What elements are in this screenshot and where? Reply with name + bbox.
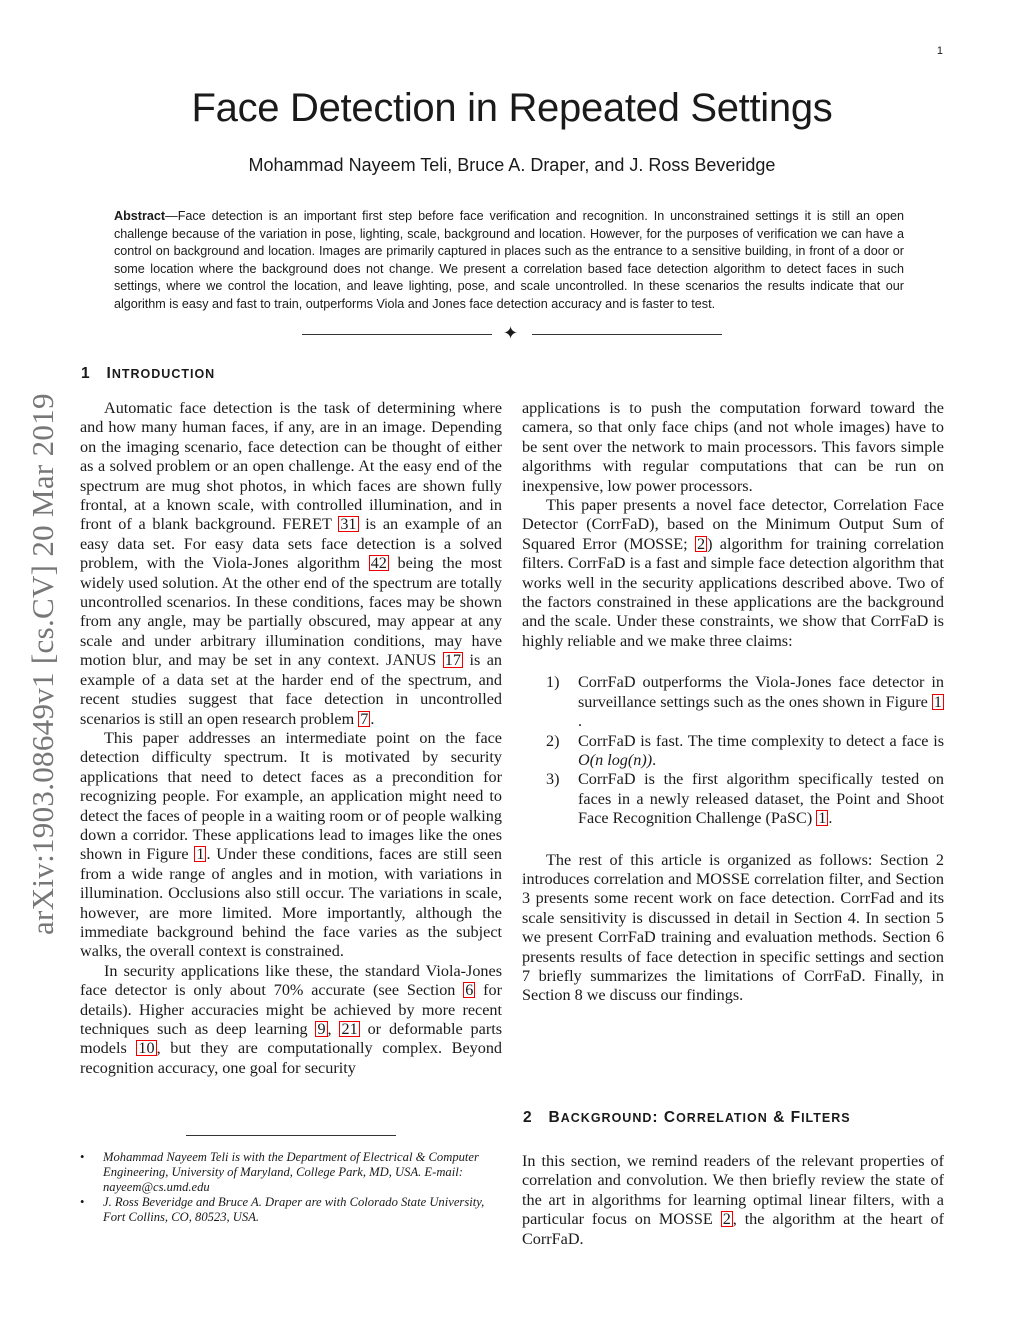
section-title-initial: : C bbox=[652, 1109, 677, 1126]
text-run: being the most widely used solution. At the other end of the spectrum are totally uncontrolled scenarios. In these conditions, faces may be shown from any angle, may be partially obscured, may appear at any scale and under arbitrary illumination conditions, may have motion blur, and may be set in any context. JANUS bbox=[80, 554, 502, 670]
text-run: is an example of a data set at the harder end of the spectrum, and recent studies suggest that face detection in uncontrolled scenarios is still an open research problem bbox=[80, 651, 503, 728]
citation-link[interactable]: 2 bbox=[697, 534, 706, 553]
citation-link[interactable]: 31 bbox=[340, 515, 357, 534]
paper-title: Face Detection in Repeated Settings bbox=[191, 86, 833, 130]
right-column-paragraphs bbox=[522, 399, 944, 651]
outline-paragraph bbox=[522, 851, 944, 1006]
text-run: , bbox=[327, 1020, 340, 1038]
separator-line-right bbox=[532, 334, 722, 335]
left-column-body bbox=[80, 399, 502, 1078]
right-column-body bbox=[522, 399, 944, 1006]
author-list: Mohammad Nayeem Teli, Bruce A. Draper, and J. Ross Beveridge bbox=[248, 155, 776, 175]
abstract-label: Abstract bbox=[114, 209, 166, 223]
section-number: 2 bbox=[523, 1109, 533, 1126]
citation-link[interactable]: 17 bbox=[444, 651, 461, 670]
text-run: . Under these conditions, faces are still seen from a wide range of angles and in motion, with variations in illumination. Occlusions also still occur. The variations in scale, however, are more limited. More importantly, although the immediate background behind the face varies as the subject walks, the overall context is constrained. bbox=[80, 845, 503, 961]
section-title-rest: ORRELATION bbox=[676, 1111, 768, 1125]
text-run: In this section, we remind readers of the relevant properties of correlation and convolution. We then briefly review the state of the art in algorithms for learning optimal linear filters, with a particular focus on MOSSE bbox=[522, 1152, 944, 1229]
footnote-text: Mohammad Nayeem Teli is with the Department of Electrical & Computer Engineering, University of Maryland, College Park, MD, USA. E-mail: nayeem@cs.umd.edu bbox=[103, 1150, 479, 1194]
claim-number: 2) bbox=[546, 731, 560, 750]
text-run: In security applications like these, the standard Viola-Jones face detector is only about 70% accurate (see Section bbox=[80, 961, 502, 1000]
abstract-text: —Face detection is an important first step before face verification and recognition. In unconstrained settings it is still an open challenge because of the variation in pose, lighting, scale, background and location. However, for the purposes of verification we can have a control on background and location. Images are primarily captured in places such as the entrance to a sensitive building, in front of a door or some location where the background does not change. We present a correlation based face detection algorithm to detect faces in such settings, where we control the location, and leave lighting, pose, and scale uncontrolled. In these scenarios the results indicate that our algorithm is easy and fast to train, outperforms Viola and Jones face detection accuracy and is faster to test. bbox=[114, 209, 904, 311]
footnote bbox=[80, 1195, 502, 1225]
footnotes bbox=[80, 1150, 502, 1225]
text-run: is an example of an easy data set. For easy data sets face detection is a solved problem, with the Viola-Jones algorithm bbox=[80, 515, 503, 573]
section-title-initial: I bbox=[106, 365, 112, 382]
citation-link[interactable]: 42 bbox=[370, 554, 387, 573]
citation-link[interactable]: 1 bbox=[196, 845, 205, 864]
separator-diamond-icon: ✦ bbox=[503, 323, 519, 343]
page-number: 1 bbox=[936, 45, 943, 57]
section-title-initial: & F bbox=[767, 1109, 802, 1126]
text-run: . bbox=[578, 712, 583, 731]
paragraph bbox=[522, 1152, 944, 1249]
paragraph bbox=[522, 851, 944, 1006]
citation-link[interactable]: 21 bbox=[341, 1020, 358, 1038]
paragraph bbox=[80, 399, 502, 729]
footnote-rule bbox=[186, 1135, 396, 1136]
arxiv-stamp[interactable]: arXiv:1903.08649v1 [cs.CV] 20 Mar 2019 bbox=[25, 393, 60, 935]
citation-link[interactable]: 2 bbox=[722, 1210, 731, 1229]
section-title-rest: NTRODUCTION bbox=[111, 367, 216, 381]
citation-link[interactable]: 1 bbox=[818, 809, 827, 828]
citation-link[interactable]: 6 bbox=[465, 981, 474, 1000]
paragraph bbox=[522, 496, 944, 651]
citation-link[interactable]: 7 bbox=[360, 709, 369, 728]
text-run: ) algorithm for training correlation filters. CorrFaD is a fast and simple face detection algorithm that works well in the security applications described above. Two of the factors constrained in these applications are the background and the scale. Under these constraints, we show that CorrFaD is highly reliable and we make three claims: bbox=[522, 534, 944, 650]
text-run: Automatic face detection is the task of determining where and how many human faces, if any, are in an image. Depending on the imaging scenario, face detection can be thought of either as a solved problem or an open challenge. At the easy end of the spectrum are mug shot photos, in which faces are shown fully frontal, at a known scale, with controlled illumination, and in front of a blank background. FERET bbox=[80, 399, 502, 534]
claim-item bbox=[522, 770, 944, 828]
section-heading-background bbox=[523, 1109, 851, 1127]
text-run: CorrFaD is the first algorithm specifically tested on faces in a newly released dataset, the Point and Shoot Face Recognition Challenge (PaSC) bbox=[578, 770, 944, 828]
text-run: CorrFaD outperforms the Viola-Jones face detector in surveillance settings such as the ones shown in Figure bbox=[578, 673, 944, 711]
abstract bbox=[114, 208, 904, 313]
section-title-rest: ILTERS bbox=[801, 1111, 851, 1125]
footnote bbox=[80, 1150, 502, 1195]
text-run: . bbox=[652, 750, 657, 769]
text-run: This paper addresses an intermediate point on the face detection difficulty spectrum. It is motivated by security applications that need to detect faces as a precondition for recognizing people. For example, an application might need to detect the faces of people in a waiting room or of people walking down a corridor. These applications lead to images like the ones shown in Figure bbox=[80, 728, 502, 864]
text-run: applications is to push the computation forward toward the camera, so that only face chips (and not whole images) have to be sent over the network to main processors. This favors simple algorithms with regular computations that can be run on inexpensive, low power processors. bbox=[522, 399, 944, 495]
claim-item bbox=[522, 673, 944, 731]
paragraph bbox=[80, 962, 502, 1078]
text-run: , but they are computationally complex. Beyond recognition accuracy, one goal for security bbox=[80, 1039, 503, 1077]
text-run: This paper presents a novel face detector, Correlation Face Detector (CorrFaD), based on the Minimum Output Sum of Squared Error (MOSSE; bbox=[522, 496, 944, 553]
text-run: or deformable parts models bbox=[80, 1020, 503, 1058]
section-title-initial: B bbox=[548, 1109, 561, 1126]
footnote-text: J. Ross Beveridge and Bruce A. Draper are with Colorado State University, Fort Collins, CO, 80523, USA. bbox=[103, 1195, 485, 1224]
math-expression: O(n log(n)) bbox=[578, 750, 653, 769]
text-run: CorrFaD is fast. The time complexity to detect a face is bbox=[578, 731, 944, 750]
section-heading-introduction bbox=[81, 365, 215, 383]
claim-number: 1) bbox=[546, 673, 560, 692]
text-run: . bbox=[370, 709, 375, 728]
citation-link[interactable]: 1 bbox=[933, 692, 942, 711]
separator-line-left bbox=[302, 334, 492, 335]
text-run: . bbox=[828, 809, 833, 828]
claims-list bbox=[522, 673, 944, 828]
claim-number: 3) bbox=[546, 770, 560, 789]
text-run: The rest of this article is organized as follows: Section 2 introduces correlation and MOSSE correlation filter, and Section 3 presents some recent work on face detection. CorrFad and its scale sensitivity is discussed in detail in Section 4. In section 5 we present CorrFaD training and evaluation methods. Section 6 presents results of face detection in specific settings and section 7 briefly summarizes the limitations of CorrFaD. Finally, in Section 8 we discuss our findings. bbox=[522, 850, 944, 1005]
text-run: for details). Higher accuracies might be achieved by more recent techniques such as deep learning bbox=[80, 981, 502, 1038]
section-title-rest: ACKGROUND bbox=[560, 1111, 653, 1125]
bullet-icon: • bbox=[80, 1150, 85, 1164]
text-run: , the algorithm at the heart of CorrFaD. bbox=[522, 1210, 944, 1248]
section-number: 1 bbox=[81, 365, 91, 382]
citation-link[interactable]: 9 bbox=[317, 1020, 326, 1038]
claim-item bbox=[522, 732, 944, 771]
bullet-icon: • bbox=[80, 1195, 85, 1209]
paragraph bbox=[522, 399, 944, 496]
paragraph bbox=[80, 729, 502, 962]
citation-link[interactable]: 10 bbox=[138, 1039, 155, 1058]
background-paragraph bbox=[522, 1152, 944, 1249]
